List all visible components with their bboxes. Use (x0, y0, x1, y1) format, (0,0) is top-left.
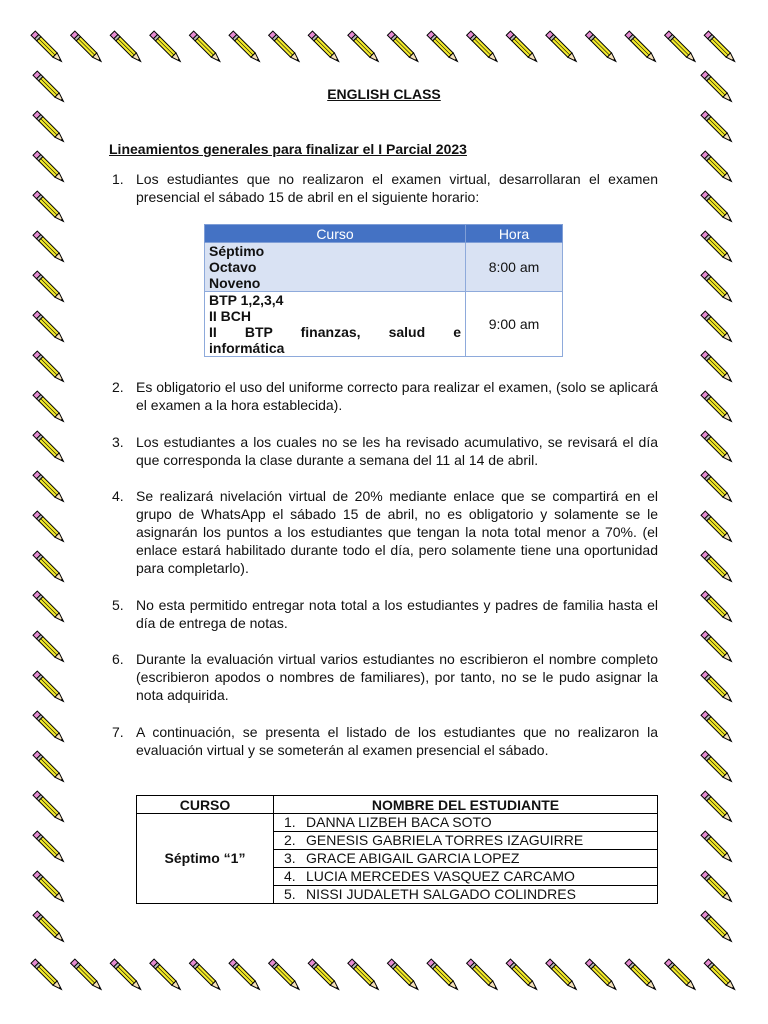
student-number: 3. (284, 850, 296, 866)
list-item (112, 170, 658, 206)
students-header-curso: CURSO (137, 796, 274, 814)
item-number: 4. (112, 488, 124, 504)
student-name-cell (274, 886, 658, 904)
student-number: 5. (284, 886, 296, 902)
item-text: A continuación, se presenta el listado de los estudiantes que no realizaron la evaluación virtual y se someterán al examen presencial el sábado. (136, 724, 658, 758)
students-table (136, 795, 658, 904)
curso-line: BTP 1,2,3,4 (209, 292, 284, 308)
table-row (137, 814, 658, 832)
item-number: 2. (112, 379, 124, 395)
student-number: 4. (284, 868, 296, 884)
item-number: 6. (112, 651, 124, 667)
schedule-table (204, 224, 563, 357)
list-item (112, 596, 658, 632)
section-subtitle: Lineamientos generales para finalizar el I Parcial 2023 (109, 141, 467, 157)
curso-line: II BCH (209, 308, 251, 324)
list-item (112, 650, 658, 704)
item-number: 1. (112, 171, 124, 187)
curso-line: Séptimo (209, 243, 265, 259)
curso-line: Octavo (209, 259, 257, 275)
curso-line: informática (209, 340, 285, 356)
student-name: GENESIS GABRIELA TORRES IZAGUIRRE (306, 832, 584, 848)
schedule-curso-cell (205, 243, 466, 292)
schedule-hora-cell: 9:00 am (466, 292, 563, 357)
student-name: LUCIA MERCEDES VASQUEZ CARCAMO (306, 868, 575, 884)
schedule-hora-cell: 8:00 am (466, 243, 563, 292)
student-name-cell (274, 814, 658, 832)
list-item (112, 487, 658, 577)
item-text: No esta permitido entregar nota total a los estudiantes y padres de familia hasta el día de entrega de notas. (136, 597, 658, 631)
student-name-cell (274, 868, 658, 886)
curso-line: Noveno (209, 275, 261, 291)
student-number: 2. (284, 832, 296, 848)
list-item (112, 378, 658, 414)
schedule-header-hora: Hora (466, 225, 563, 243)
list-item (112, 433, 658, 469)
item-text: Los estudiantes que no realizaron el examen virtual, desarrollaran el examen presencial el sábado 15 de abril en el siguiente horario: (136, 171, 658, 205)
student-name-cell (274, 832, 658, 850)
table-row (205, 292, 563, 357)
students-header-nombre: NOMBRE DEL ESTUDIANTE (274, 796, 658, 814)
schedule-header-curso: Curso (205, 225, 466, 243)
student-name: NISSI JUDALETH SALGADO COLINDRES (306, 886, 576, 902)
item-text: Se realizará nivelación virtual de 20% mediante enlace que se compartirá en el grupo de WhatsApp el sábado 15 de abril, no es obligatorio y solamente se le asignarán los puntos a los estudiantes que tengan la nota total menor a 70%. (el enlace estará habilitado durante todo el día, pero solamente tiene una oportunidad para completarlo). (136, 488, 658, 576)
table-row (205, 243, 563, 292)
student-number: 1. (284, 814, 296, 830)
curso-line: II BTP finanzas, salud e (209, 324, 461, 340)
item-text: Es obligatorio el uso del uniforme correcto para realizar el examen, (solo se aplicará el examen a la hora establecida). (136, 379, 658, 413)
students-curso-cell: Séptimo “1” (137, 814, 274, 904)
item-text: Durante la evaluación virtual varios estudiantes no escribieron el nombre completo (escribieron apodos o nombres de familiares), por tanto, no se le pudo asignar la nota adquirida. (136, 651, 658, 703)
student-name: GRACE ABIGAIL GARCIA LOPEZ (306, 850, 520, 866)
schedule-curso-cell (205, 292, 466, 357)
list-item (112, 723, 658, 759)
item-number: 3. (112, 434, 124, 450)
student-name: DANNA LIZBEH BACA SOTO (306, 814, 492, 830)
item-number: 7. (112, 724, 124, 740)
item-text: Los estudiantes a los cuales no se les ha revisado acumulativo, se revisará el día que corresponda la clase durante a semana del 11 al 14 de abril. (136, 434, 658, 468)
student-name-cell (274, 850, 658, 868)
item-number: 5. (112, 597, 124, 613)
page-title: ENGLISH CLASS (327, 86, 441, 102)
